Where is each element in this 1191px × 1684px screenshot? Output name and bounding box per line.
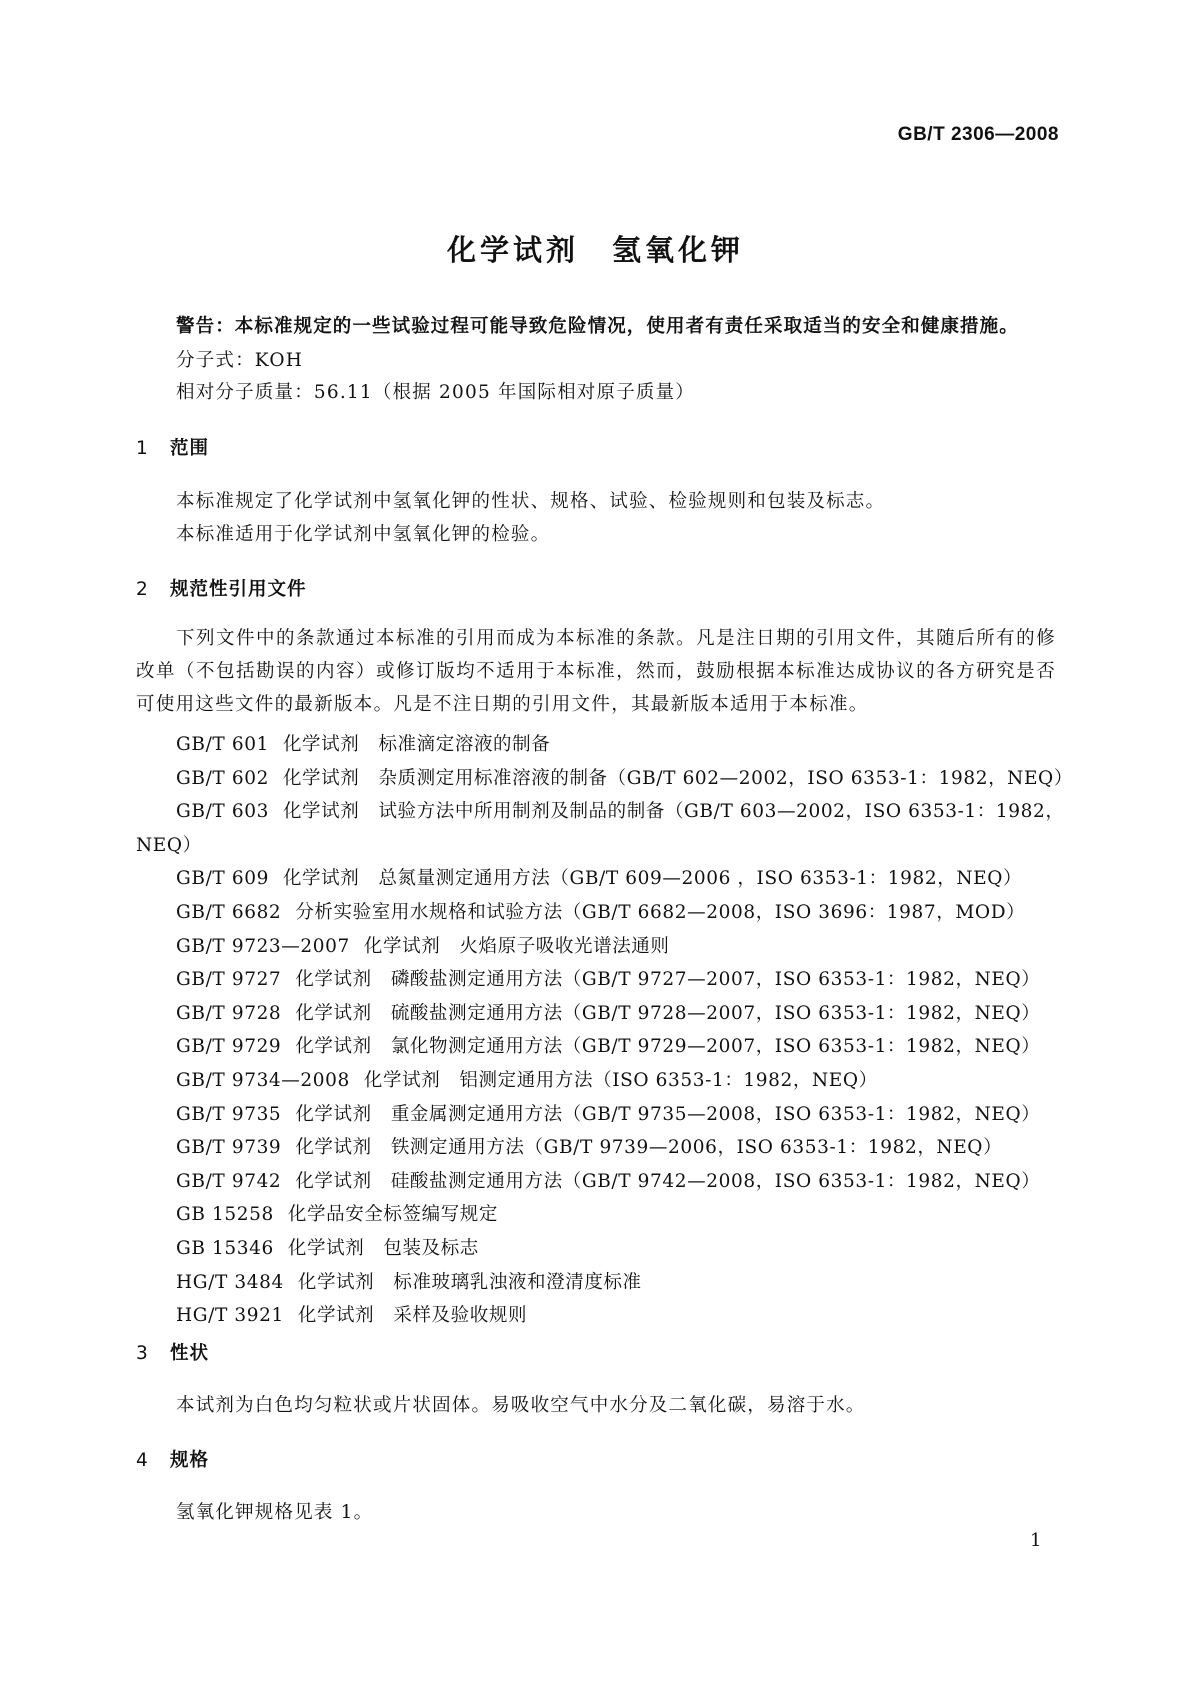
reference-item [176, 1268, 642, 1294]
reference-code: GB/T 9739 [176, 1137, 282, 1159]
section-title: 规范性引用文件 [170, 579, 307, 600]
reference-code: GB/T 9729 [176, 1036, 282, 1058]
reference-item [176, 864, 1022, 890]
section-number: 2 [136, 579, 149, 600]
reference-code: GB/T 9727 [176, 969, 282, 991]
reference-item [176, 1234, 479, 1260]
reference-title: 化学试剂 硅酸盐测定通用方法（GB/T 9742—2008，ISO 6353-1：1982，NEQ） [295, 1170, 1041, 1192]
reference-title: NEQ） [136, 834, 202, 856]
reference-title: 化学试剂 试验方法中所用制剂及制品的制备（GB/T 603—2002，ISO 6353-1：1982， [282, 801, 1065, 823]
reference-title: 化学试剂 杂质测定用标准溶液的制备（GB/T 602—2002，ISO 6353-1：1982，NEQ） [282, 767, 1073, 789]
reference-item [176, 1032, 1040, 1058]
reference-code: GB/T 602 [176, 767, 269, 789]
scope-paragraph-2: 本标准适用于化学试剂中氢氧化钾的检验。 [176, 524, 551, 545]
reference-title: 化学试剂 总氮量测定通用方法（GB/T 609—2006 ，ISO 6353-1：1982，NEQ） [282, 868, 1023, 890]
reference-title: 化学试剂 重金属测定通用方法（GB/T 9735—2008，ISO 6353-1：1982，NEQ） [295, 1103, 1041, 1125]
reference-code: HG/T 3484 [176, 1271, 284, 1293]
reference-title: 化学试剂 磷酸盐测定通用方法（GB/T 9727—2007，ISO 6353-1：1982，NEQ） [295, 969, 1041, 991]
section-heading-specifications [136, 1446, 209, 1472]
reference-title: 化学试剂 硫酸盐测定通用方法（GB/T 9728—2007，ISO 6353-1：1982，NEQ） [295, 1002, 1041, 1024]
reference-title: 化学试剂 采样及验收规则 [297, 1305, 528, 1327]
section-title: 范围 [170, 438, 210, 459]
reference-code: GB/T 601 [176, 734, 269, 755]
reference-title: 化学试剂 火焰原子吸收光谱法通则 [363, 935, 670, 957]
reference-title: 化学试剂 包装及标志 [287, 1238, 479, 1259]
section-title: 规格 [170, 1450, 210, 1471]
reference-item [136, 831, 202, 857]
page-number: 1 [1030, 1530, 1042, 1551]
section-number: 3 [136, 1343, 149, 1364]
reference-code: GB 15258 [176, 1204, 274, 1226]
reference-item [176, 1167, 1040, 1193]
section-title: 性状 [170, 1343, 210, 1364]
reference-title: 化学品安全标签编写规定 [287, 1204, 499, 1226]
reference-item [176, 1133, 1002, 1159]
reference-item [176, 797, 1064, 823]
section-number: 1 [136, 438, 149, 459]
reference-item [176, 1200, 498, 1226]
standard-number: GB/T 2306—2008 [897, 124, 1059, 145]
molecular-formula: 分子式：KOH [176, 350, 304, 371]
reference-item [176, 965, 1040, 991]
reference-item [176, 1100, 1040, 1126]
section-heading-properties [136, 1339, 209, 1365]
section-heading-normative-references [136, 575, 307, 601]
reference-title: 化学试剂 标准玻璃乳浊液和澄清度标准 [297, 1271, 642, 1293]
reference-item [176, 764, 1073, 790]
reference-code: GB/T 9734—2008 [176, 1070, 350, 1091]
safety-warning: 警告：本标准规定的一些试验过程可能导致危险情况，使用者有责任采取适当的安全和健康措施。 [176, 316, 1019, 337]
reference-code: GB/T 6682 [176, 902, 282, 923]
reference-item [176, 898, 1025, 924]
references-intro-paragraph: 下列文件中的条款通过本标准的引用而成为本标准的条款。凡是注日期的引用文件，其随后所有的修改单（不包括勘误的内容）或修订版均不适用于本标准，然而，鼓励根据本标准达成协议的各方研究是否可使用这些文件的最新版本。凡是不注日期的引用文件，其最新版本适用于本标准。 [136, 628, 1056, 715]
reference-code: GB/T 9735 [176, 1103, 282, 1125]
reference-code: HG/T 3921 [176, 1305, 284, 1327]
reference-code: GB/T 603 [176, 801, 269, 823]
reference-title: 化学试剂 标准滴定溶液的制备 [282, 734, 551, 755]
section-number: 4 [136, 1450, 149, 1471]
reference-item [176, 730, 550, 756]
reference-title: 分析实验室用水规格和试验方法（GB/T 6682—2008，ISO 3696：1987，MOD） [295, 902, 1026, 923]
document-title: 化学试剂 氢氧化钾 [446, 233, 744, 267]
reference-code: GB/T 9728 [176, 1002, 282, 1024]
reference-code: GB/T 9723—2007 [176, 935, 350, 957]
scope-paragraph-1: 本标准规定了化学试剂中氢氧化钾的性状、规格、试验、检验规则和包装及标志。 [176, 491, 886, 512]
properties-paragraph: 本试剂为白色均匀粒状或片状固体。易吸收空气中水分及二氧化碳，易溶于水。 [176, 1395, 866, 1416]
reference-item [176, 932, 670, 958]
reference-item [176, 999, 1040, 1025]
reference-code: GB/T 9742 [176, 1170, 282, 1192]
specifications-paragraph: 氢氧化钾规格见表 1。 [176, 1502, 374, 1523]
reference-title: 化学试剂 铁测定通用方法（GB/T 9739—2006，ISO 6353-1：1982，NEQ） [295, 1137, 1003, 1159]
reference-code: GB 15346 [176, 1238, 274, 1259]
section-heading-scope [136, 434, 209, 460]
reference-item [176, 1066, 878, 1092]
molecular-mass: 相对分子质量：56.11（根据 2005 年国际相对原子质量） [176, 382, 696, 403]
reference-title: 化学试剂 氯化物测定通用方法（GB/T 9729—2007，ISO 6353-1：1982，NEQ） [295, 1036, 1041, 1058]
reference-item [176, 1301, 527, 1327]
reference-title: 化学试剂 铝测定通用方法（ISO 6353-1：1982，NEQ） [363, 1070, 878, 1091]
reference-code: GB/T 609 [176, 868, 269, 890]
